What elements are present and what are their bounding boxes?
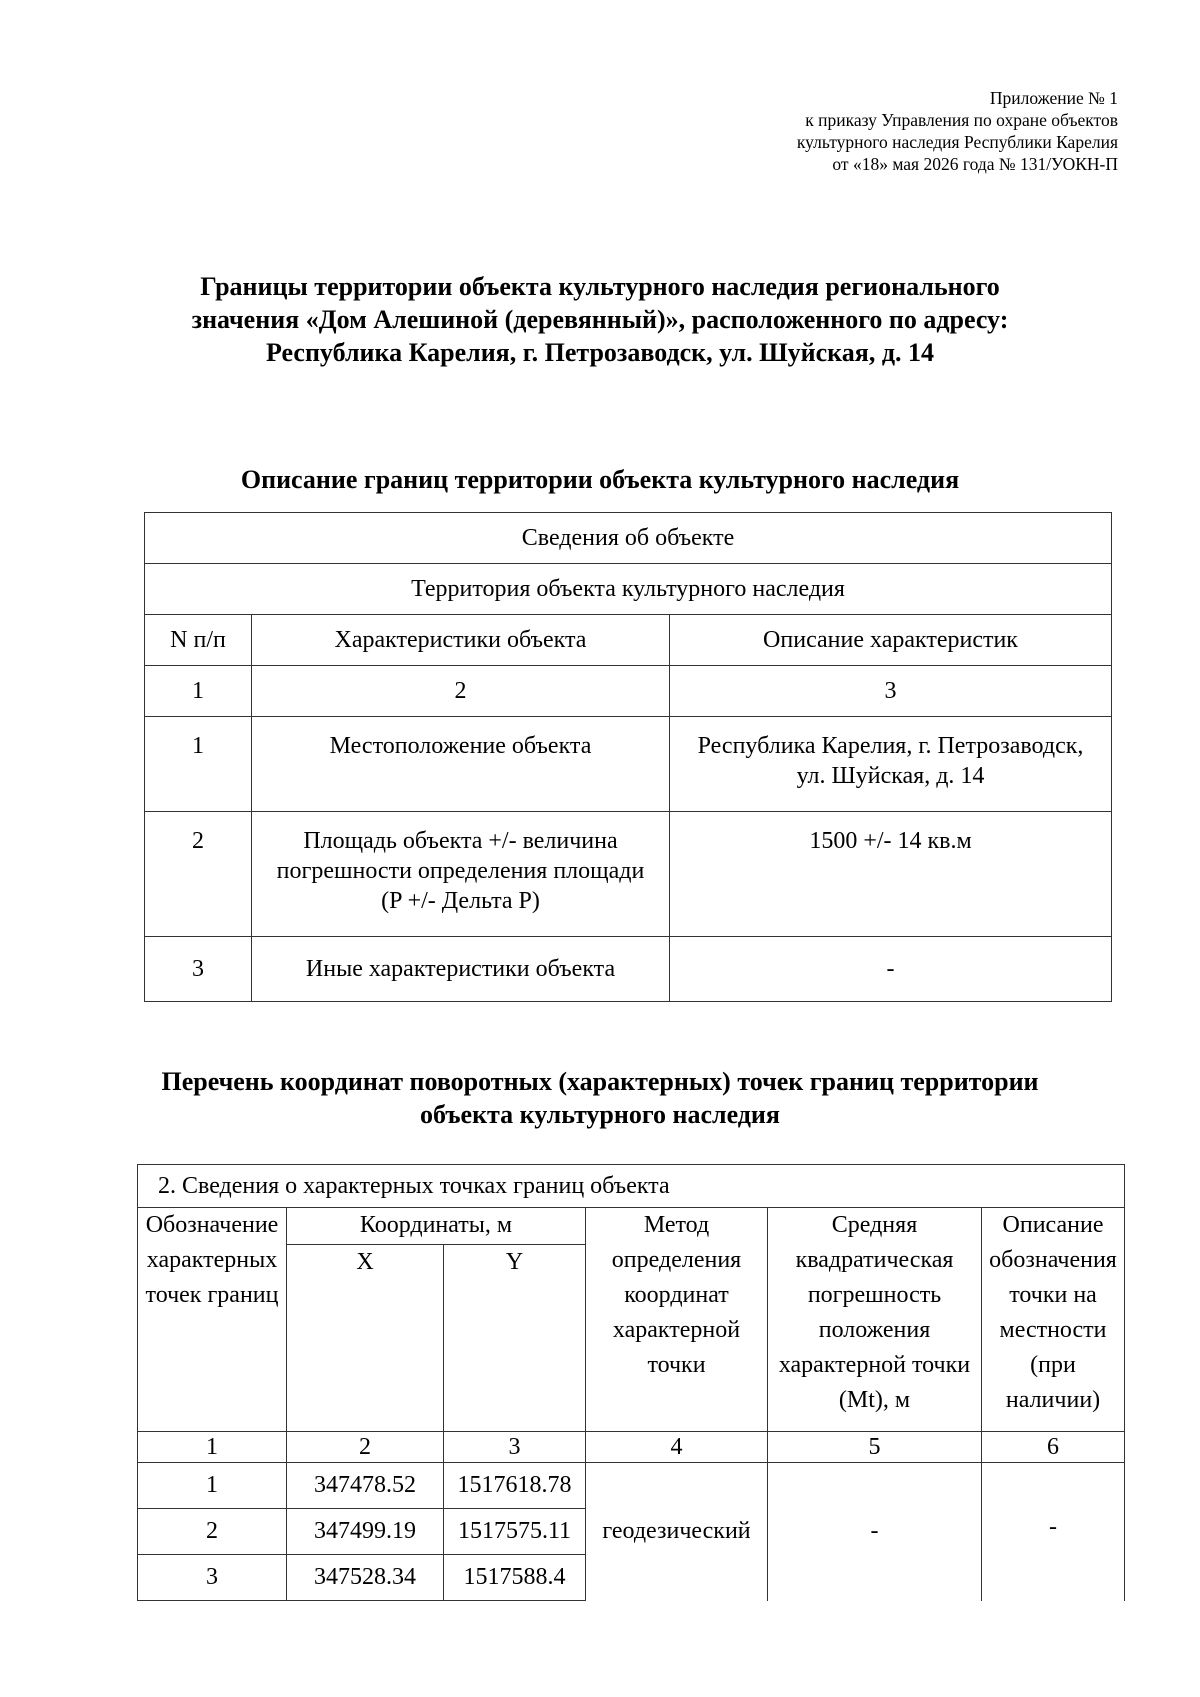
section2-title-line: объекта культурного наследия [420,1100,780,1129]
row-characteristic-line: (P +/- Дельта P) [381,888,540,914]
header-line: точки [647,1352,706,1378]
annex-header [797,87,1118,175]
header-line: местности [999,1317,1107,1343]
row-value: 1500 +/- 14 кв.м [670,812,1112,937]
table-header-info: Сведения об объекте [145,513,1112,564]
document-title [0,270,1200,369]
description-value: - [982,1463,1125,1601]
title-line: Границы территории объекта культурного наследия регионального [200,272,1000,301]
row-value-line: Республика Карелия, г. Петрозаводск, [697,733,1084,759]
boundary-points-table [137,1164,1125,1601]
column-number: 3 [444,1432,586,1463]
point-id: 2 [138,1509,287,1555]
header-line: определения [611,1247,742,1273]
table-row [145,812,1112,937]
table-column-numbers [138,1432,1125,1463]
section1-title-text: Описание границ территории объекта культурного наследия [240,465,960,494]
header-line: Средняя [831,1212,918,1238]
column-number: 3 [670,666,1112,717]
point-y: 1517618.78 [444,1463,586,1509]
row-characteristic [252,812,670,937]
column-header: Характеристики объекта [252,615,670,666]
annex-line: к приказу Управления по охране объектов [805,110,1118,130]
header-line: Метод [643,1212,710,1238]
title-line: значения «Дом Алешиной (деревянный)», расположенного по адресу: [191,305,1009,334]
header-line: точек границ [145,1282,279,1308]
point-x: 347499.19 [287,1509,444,1555]
table-caption: 2. Сведения о характерных точках границ объекта [138,1165,1125,1208]
column-number: 5 [768,1432,982,1463]
table-row [145,937,1112,1002]
point-id: 3 [138,1555,287,1601]
annex-line: Приложение № 1 [989,88,1118,108]
column-number: 1 [145,666,252,717]
point-y: 1517575.11 [444,1509,586,1555]
column-header: N п/п [145,615,252,666]
table-header-territory: Территория объекта культурного наследия [145,564,1112,615]
header-line: положения [818,1317,931,1343]
row-value-line: ул. Шуйская, д. 14 [796,763,985,789]
row-number: 3 [145,937,252,1002]
point-x: 347478.52 [287,1463,444,1509]
row-characteristic: Иные характеристики объекта [252,937,670,1002]
boundary-description-table [144,512,1112,1002]
header-line: Обозначение [145,1212,279,1238]
header-line: характерной [612,1317,741,1343]
table-row [145,717,1112,812]
header-line: характерных [146,1247,278,1273]
column-number: 2 [287,1432,444,1463]
header-line: характерной точки [778,1352,971,1378]
column-header-coordinates: Координаты, м [287,1208,586,1245]
column-header: Описание характеристик [670,615,1112,666]
header-line: координат [624,1282,729,1308]
column-header-y: Y [444,1245,586,1432]
header-line: наличии) [1005,1387,1101,1413]
column-number: 4 [586,1432,768,1463]
row-value [670,717,1112,812]
section2-title [0,1065,1200,1131]
row-value: - [670,937,1112,1002]
column-header-designation [138,1208,287,1432]
row-characteristic-line: Площадь объекта +/- величина [303,828,618,854]
column-header-error [768,1208,982,1432]
point-y: 1517588.4 [444,1555,586,1601]
point-id: 1 [138,1463,287,1509]
annex-line: от «18» мая 2026 года № 131/УОКН-П [832,154,1118,174]
column-header-x: X [287,1245,444,1432]
title-line: Республика Карелия, г. Петрозаводск, ул. Шуйская, д. 14 [266,338,934,367]
error-value: - [768,1463,982,1601]
method-value: геодезический [586,1463,768,1601]
section1-title [0,463,1200,496]
section2-title-line: Перечень координат поворотных (характерных) точек границ территории [161,1067,1039,1096]
column-number: 2 [252,666,670,717]
header-line: обозначения [989,1247,1117,1273]
point-x: 347528.34 [287,1555,444,1601]
header-line: Описание [1002,1212,1104,1238]
header-line: квадратическая [795,1247,954,1273]
table-column-headers [145,615,1112,666]
header-line: погрешность [807,1282,942,1308]
column-header-method [586,1208,768,1432]
row-number: 2 [145,812,252,937]
table-column-numbers [145,666,1112,717]
row-number: 1 [145,717,252,812]
column-number: 6 [982,1432,1125,1463]
table-row [138,1463,1125,1509]
row-characteristic: Местоположение объекта [252,717,670,812]
header-line: (при [1030,1352,1076,1378]
annex-line: культурного наследия Республики Карелия [796,132,1118,152]
header-line: точки на [1009,1282,1097,1308]
column-header-description [982,1208,1125,1432]
column-number: 1 [138,1432,287,1463]
header-line: (Mt), м [838,1387,911,1413]
row-characteristic-line: погрешности определения площади [276,858,645,884]
